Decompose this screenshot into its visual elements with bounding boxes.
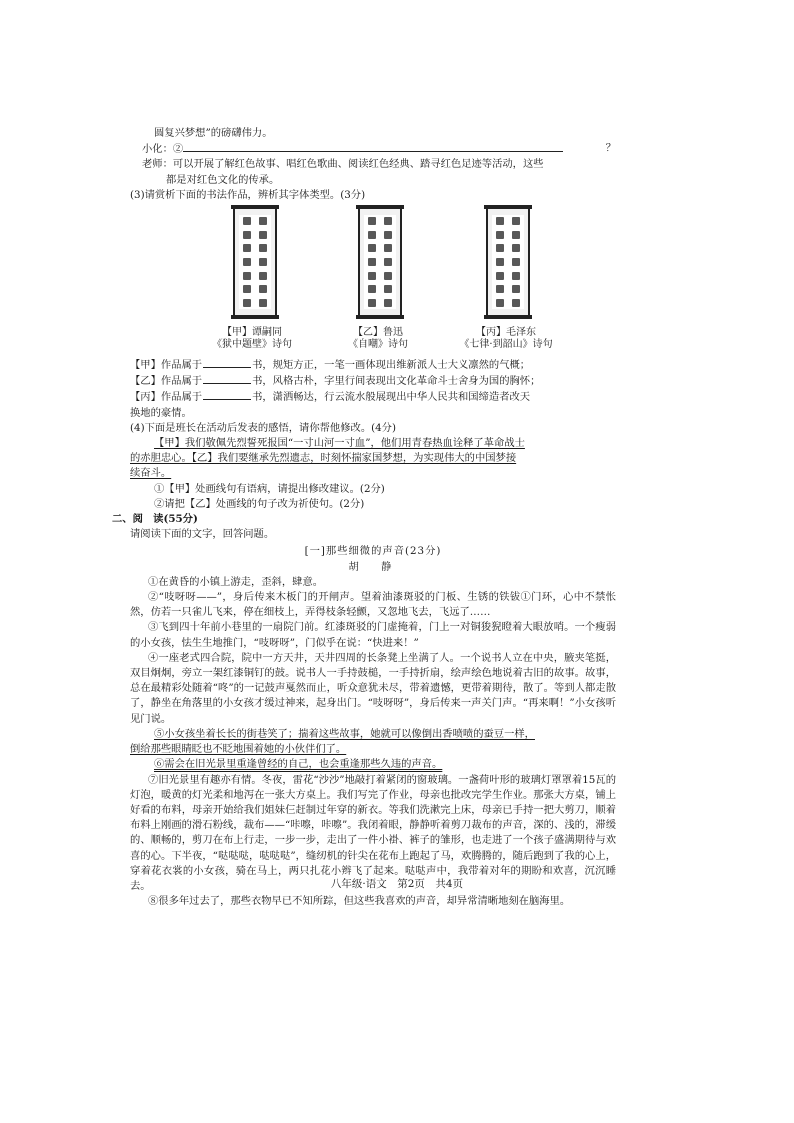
caption-bing-author: 【丙】毛泽东 xyxy=(476,327,536,339)
underlined-sentence-yi: 的赤胆忠心。【乙】我们要继承先烈遗志，时刻怀揣家国梦想，为实现伟大的中国梦接 xyxy=(130,452,517,465)
paragraph-5-line-2 xyxy=(130,742,616,757)
underlined-sentence: ⑤小女孩坐着长长的街巷笑了；揣着这些故事，她就可以像倒出香喷喷的蚕豆一样， xyxy=(154,727,535,740)
answer-blank[interactable] xyxy=(203,357,251,368)
q4-passage-line xyxy=(130,466,616,481)
answer-text: 书，潇洒畅达，行云流水般展现出中华人民共和国缔造者改天 xyxy=(252,391,531,404)
question-4: (4)下面是班长在活动后发表的感悟，请你帮他修改。(4分) xyxy=(130,421,396,434)
double-underlined-sentence: ⑥需会在旧光景里重逢曾经的自己，也会重逢那些久违的声音。 xyxy=(154,758,443,771)
paragraph-7: ⑦旧光景里有趣亦有情。冬夜，雷花“沙沙”地敲打着紧闭的窗玻璃。一盏荷叶形的玻璃灯罩罩着15瓦的灯泡，暖黄的灯光柔和地泻在一张大方桌上。我们写完了作业，母亲也批改完学生作业。那张大方桌，铺上好看的布料，母亲开始给我们姐妹仨赶制过年穿的新衣。等我们洗漱完上床，母亲已手持一把大剪刀，顺着布料上刚画的滑石粉线，裁布——“咔嚓，咔嚓”。我闭着眼，静静听着剪刀裁布的声音，深的、浅的，滞缓的、顺畅的，剪刀在布上行走，一步一步，走出了一件小褂、裤子的雏形，也走进了一个孩子盛满期待与欢喜的心。下半夜，“哒哒哒，哒哒哒”，缝纫机的针尖在花布上跑起了马，欢腾腾的，随后跑到了我的心上，穿着花衣裳的小女孩，骑在马上，两只扎花小辫飞了起来。哒哒声中，我带着对年的期盼和欢喜，沉沉睡去。 xyxy=(130,773,616,892)
paragraph-8: ⑧很多年过去了，那些衣物早已不知所踪，但这些我喜欢的声音，却异常清晰地刻在脑海里。 xyxy=(148,895,571,908)
paragraph-2: ②“吱呀呀——”，身后传来木板门的开闸声。望着油漆斑驳的门板、生锈的铁钹①门环，心中不禁怅然，仿若一只雀儿飞来，停在细枝上，弄得枝条轻颤，又忽地飞去，飞远了…… xyxy=(130,591,616,619)
caption-yi-author: 【乙】鲁迅 xyxy=(353,327,403,339)
calligraphy-scroll-yi xyxy=(358,207,402,317)
answer-label: 【丙】作品属于 xyxy=(130,391,203,404)
q4-passage-line xyxy=(130,451,616,466)
answer-blank[interactable] xyxy=(203,373,251,384)
q4-sub-1: ①【甲】处画线句有语病，请提出修改建议。(2分) xyxy=(154,482,385,495)
speaker-label: 小化：② xyxy=(142,143,184,156)
scroll-text-image xyxy=(492,215,524,309)
instruction: 请阅读下面的文字，回答问题。 xyxy=(130,528,275,541)
underlined-sentence-end: 续奋斗。 xyxy=(130,467,172,480)
answer-blank[interactable] xyxy=(183,141,563,152)
article-title: [一]那些细微的声音(23分) xyxy=(304,545,442,558)
caption-jia-author: 【甲】谭嗣同 xyxy=(222,327,282,339)
caption-bing-source: 《七律·到韶山》诗句 xyxy=(459,339,553,351)
question-mark: ？ xyxy=(605,142,616,155)
scroll-text-image xyxy=(364,215,396,309)
paragraph-1: ①在黄昏的小镇上游走，歪斜，肆意。 xyxy=(148,575,324,588)
q4-sub-2: ②请把【乙】处画线的句子改为祈使句。(2分) xyxy=(154,497,365,510)
page-footer: 八年级·语文 第2页 共4页 xyxy=(330,878,464,890)
underlined-sentence: 倒给那些眼睛眨也不眨地围着她的小伙伴们了。 xyxy=(130,743,347,756)
paragraph-6 xyxy=(130,757,616,772)
scroll-text-image xyxy=(239,215,271,309)
answer-text: 书，风格古朴，字里行间表现出文化革命斗士舍身为国的胸怀； xyxy=(252,375,541,388)
answer-line xyxy=(130,141,616,157)
paragraph-3: ③飞到四十年前小巷里的一扇院门前。红漆斑驳的门虚掩着，门上一对铜狻猊瞪着大眼放哨。一个瘦弱的小女孩，怯生生地推门，“吱呀呀”，门似乎在说：“快进来！” xyxy=(130,621,616,649)
answer-yi xyxy=(130,373,616,389)
paragraph-5-line-1 xyxy=(130,727,616,742)
text-line: 都是对红色文化的传承。 xyxy=(166,173,280,186)
calligraphy-works xyxy=(130,207,616,357)
section-title: 二、阅 读(55分) xyxy=(112,513,198,526)
answer-text: 书，规矩方正，一笔一画体现出维新派人士大义凛然的气概； xyxy=(252,359,531,372)
q4-passage-line xyxy=(130,436,616,451)
text-line: 圆复兴梦想”的磅礴伟力。 xyxy=(154,127,273,139)
article-author: 胡 静 xyxy=(348,560,398,573)
answer-jia xyxy=(130,357,616,373)
question-3: (3)请赏析下面的书法作品，辨析其字体类型。(3分) xyxy=(130,188,366,201)
underlined-sentence-jia: 【甲】我们敬佩先烈誓死报国“一寸山河一寸血”，他们用青春热血诠释了革命战士 xyxy=(154,437,525,450)
text-line: 换地的豪情。 xyxy=(130,406,192,419)
calligraphy-scroll-jia xyxy=(233,207,277,317)
text-line: 老师：可以开展了解红色故事、唱红色歌曲、阅读红色经典、踏寻红色足迹等活动，这些 xyxy=(142,158,544,171)
calligraphy-scroll-bing xyxy=(486,207,530,317)
answer-bing xyxy=(130,389,616,405)
answer-label: 【甲】作品属于 xyxy=(130,359,203,372)
caption-yi-source: 《自嘲》诗句 xyxy=(348,339,408,351)
caption-jia-source: 《狱中题壁》诗句 xyxy=(212,339,292,351)
answer-label: 【乙】作品属于 xyxy=(130,375,203,388)
paragraph-4: ④一座老式四合院，院中一方天井，天井四周的长条凳上坐满了人。一个说书人立在中央，腋夹笔挺，双目炯炯，旁立一架红漆铜钉的鼓。说书人一手持鼓槌，一手持折扇，绘声绘色地说着古旧的故事。故事，总在最精彩处随着“咚”的一记鼓声戛然而止，听众意犹未尽，带着遗憾，更带着期待，散了。等到人都走散了，静坐在角落里的小女孩才缓过神来，起身出门。“吱呀呀”，身后传来一声关门声。“再来啊！”小女孩听见门说。 xyxy=(130,651,616,725)
page-content xyxy=(112,126,616,909)
answer-blank[interactable] xyxy=(203,389,251,400)
